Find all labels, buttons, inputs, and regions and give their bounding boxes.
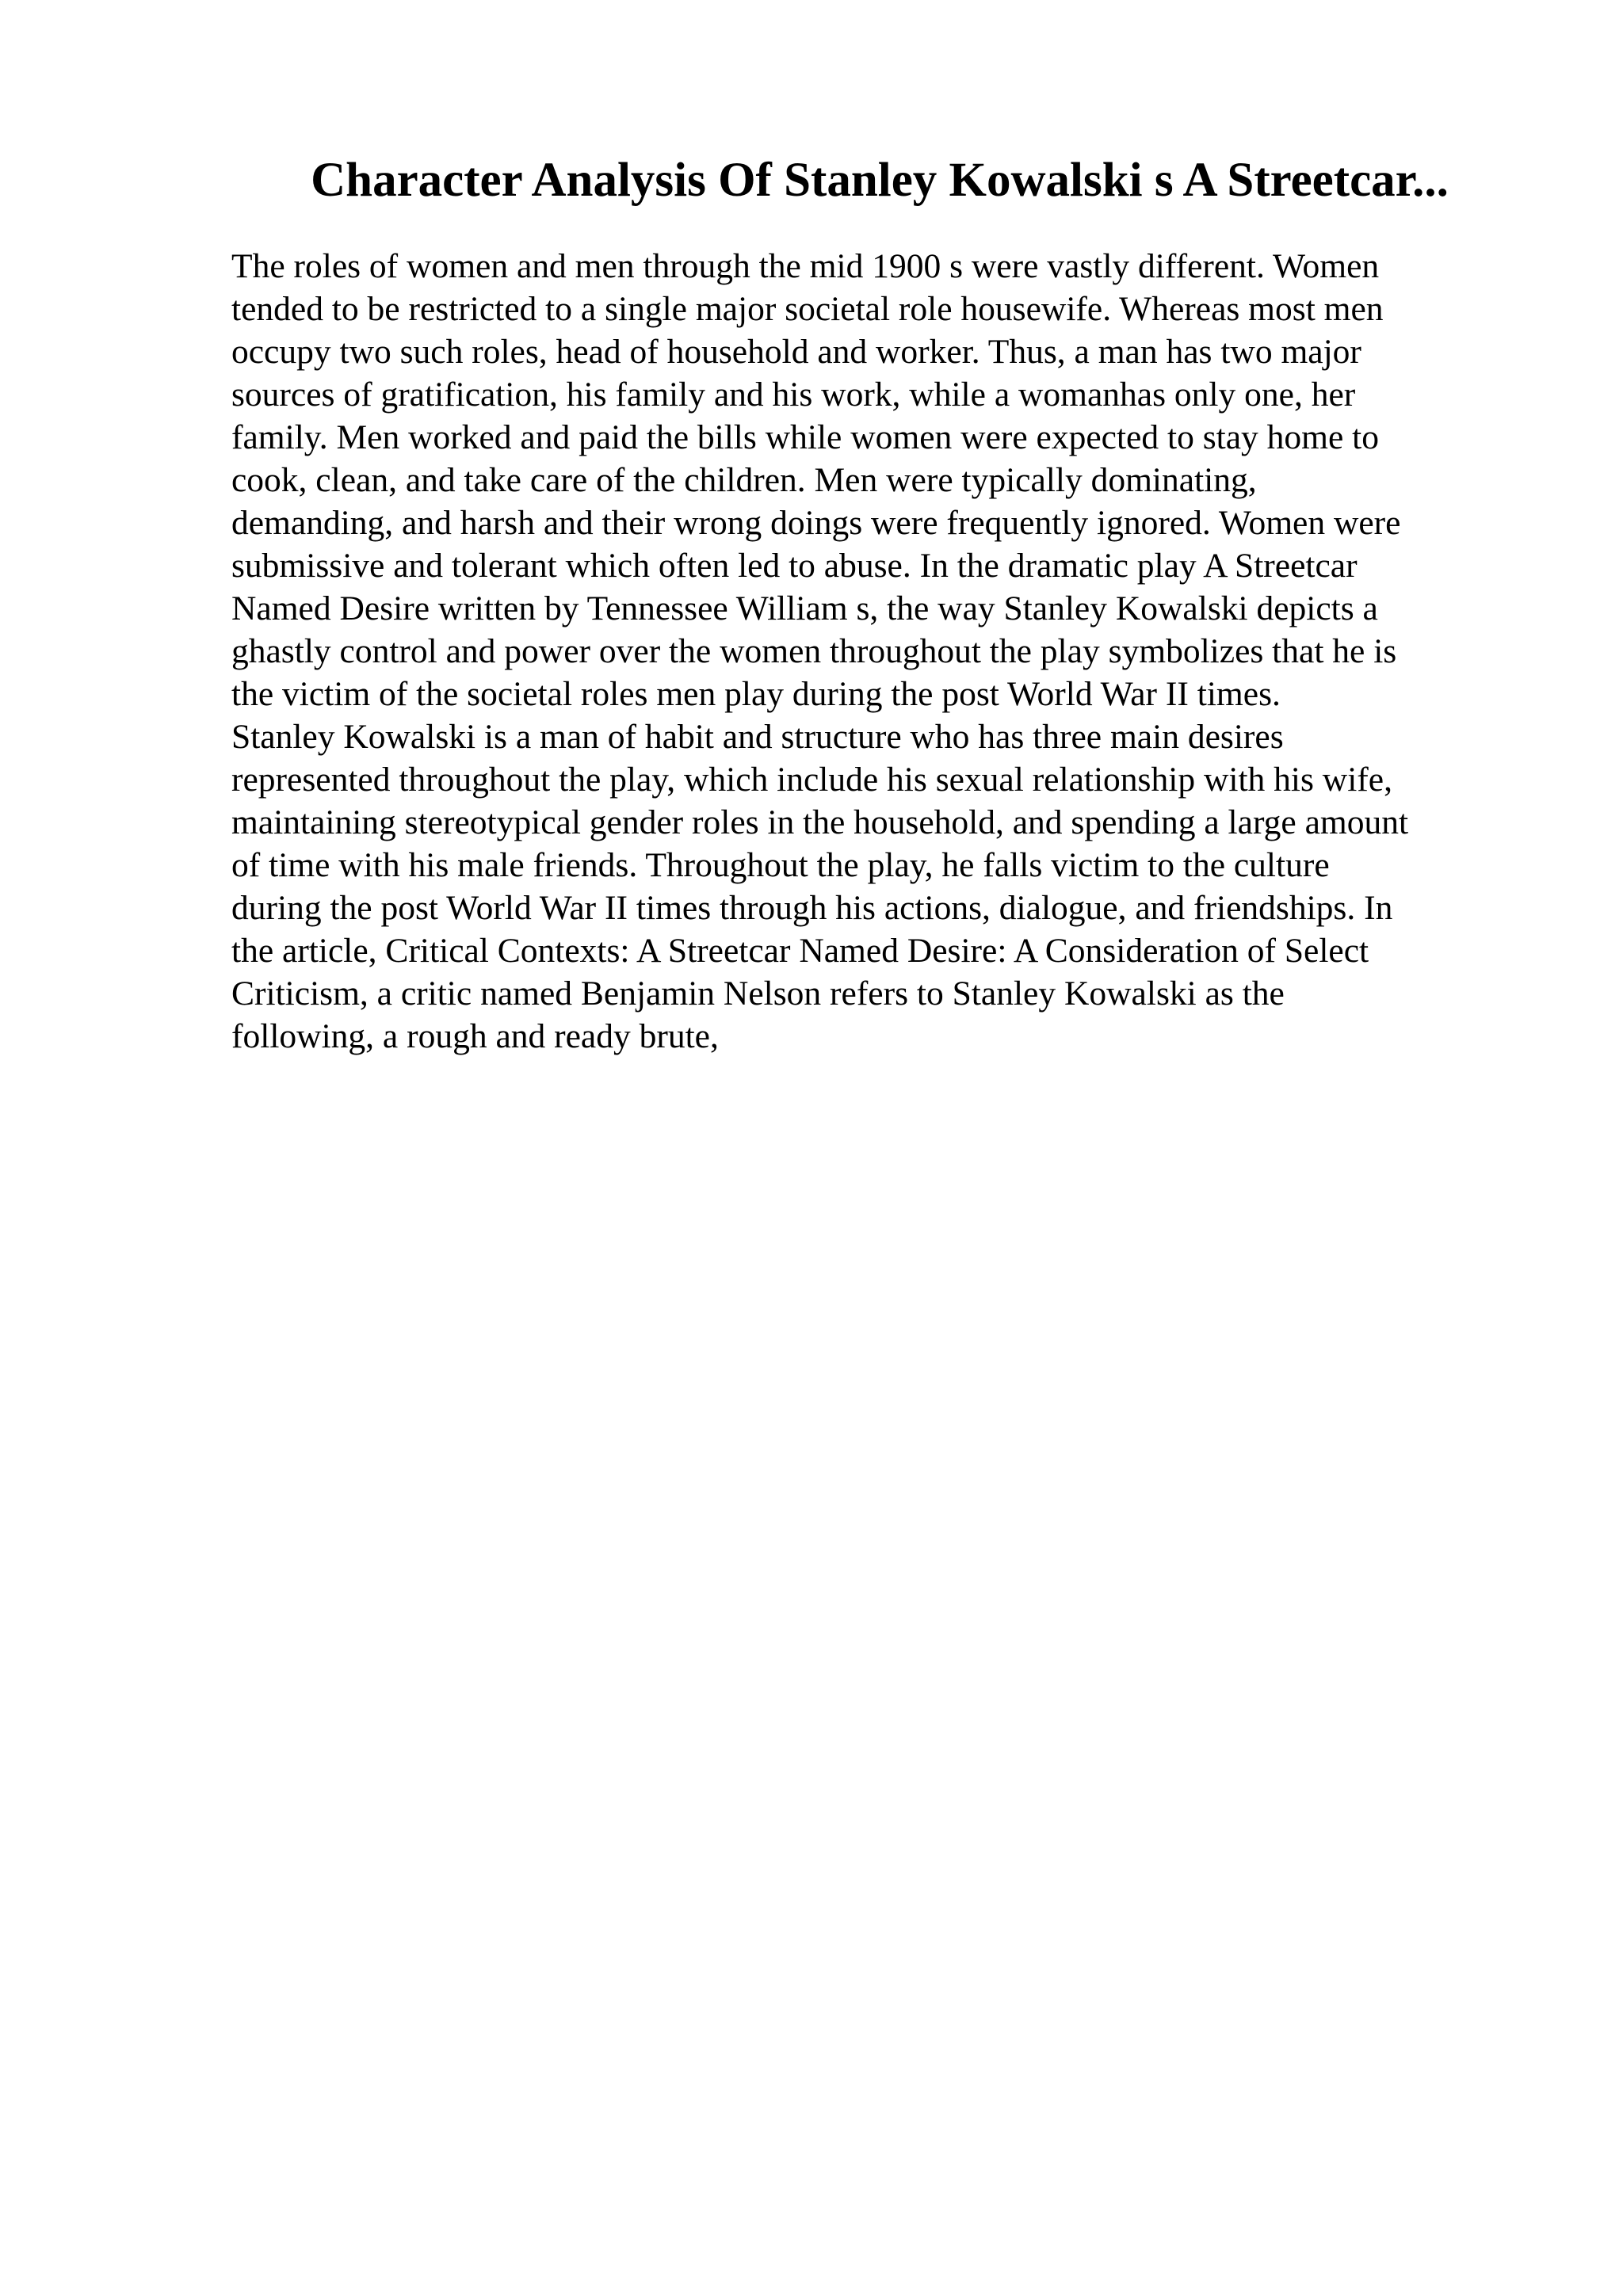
body-line: family. Men worked and paid the bills while women were expected to stay home to	[231, 418, 1379, 456]
document-body	[231, 245, 1531, 1058]
body-line: demanding, and harsh and their wrong doings were frequently ignored. Women were	[231, 504, 1401, 542]
body-line: during the post World War II times through his actions, dialogue, and friendships. In	[231, 889, 1393, 927]
document-title: Character Analysis Of Stanley Kowalski s A Streetcar...	[311, 154, 1449, 207]
body-line: The roles of women and men through the mid 1900 s were vastly different. Women	[231, 247, 1380, 285]
body-line: tended to be restricted to a single major societal role housewife. Whereas most men	[231, 290, 1384, 328]
body-line: submissive and tolerant which often led to abuse. In the dramatic play A Streetcar	[231, 547, 1358, 585]
body-line: following, a rough and ready brute,	[231, 1017, 719, 1055]
body-line: Criticism, a critic named Benjamin Nelson refers to Stanley Kowalski as the	[231, 974, 1285, 1013]
body-line: of time with his male friends. Throughout the play, he falls victim to the culture	[231, 846, 1330, 884]
body-line: the victim of the societal roles men play during the post World War II times.	[231, 675, 1281, 713]
body-line: ghastly control and power over the women throughout the play symbolizes that he is	[231, 632, 1397, 670]
body-line: Named Desire written by Tennessee William s, the way Stanley Kowalski depicts a	[231, 589, 1378, 627]
body-line: sources of gratification, his family and his work, while a womanhas only one, her	[231, 376, 1356, 414]
body-line: cook, clean, and take care of the children. Men were typically dominating,	[231, 461, 1257, 499]
body-line: represented throughout the play, which include his sexual relationship with his wife,	[231, 761, 1392, 799]
body-line: occupy two such roles, head of household and worker. Thus, a man has two major	[231, 333, 1361, 371]
body-line: the article, Critical Contexts: A Streetcar Named Desire: A Consideration of Select	[231, 932, 1369, 970]
body-line: maintaining stereotypical gender roles in the household, and spending a large amount	[231, 803, 1409, 841]
body-line: Stanley Kowalski is a man of habit and structure who has three main desires	[231, 718, 1284, 756]
